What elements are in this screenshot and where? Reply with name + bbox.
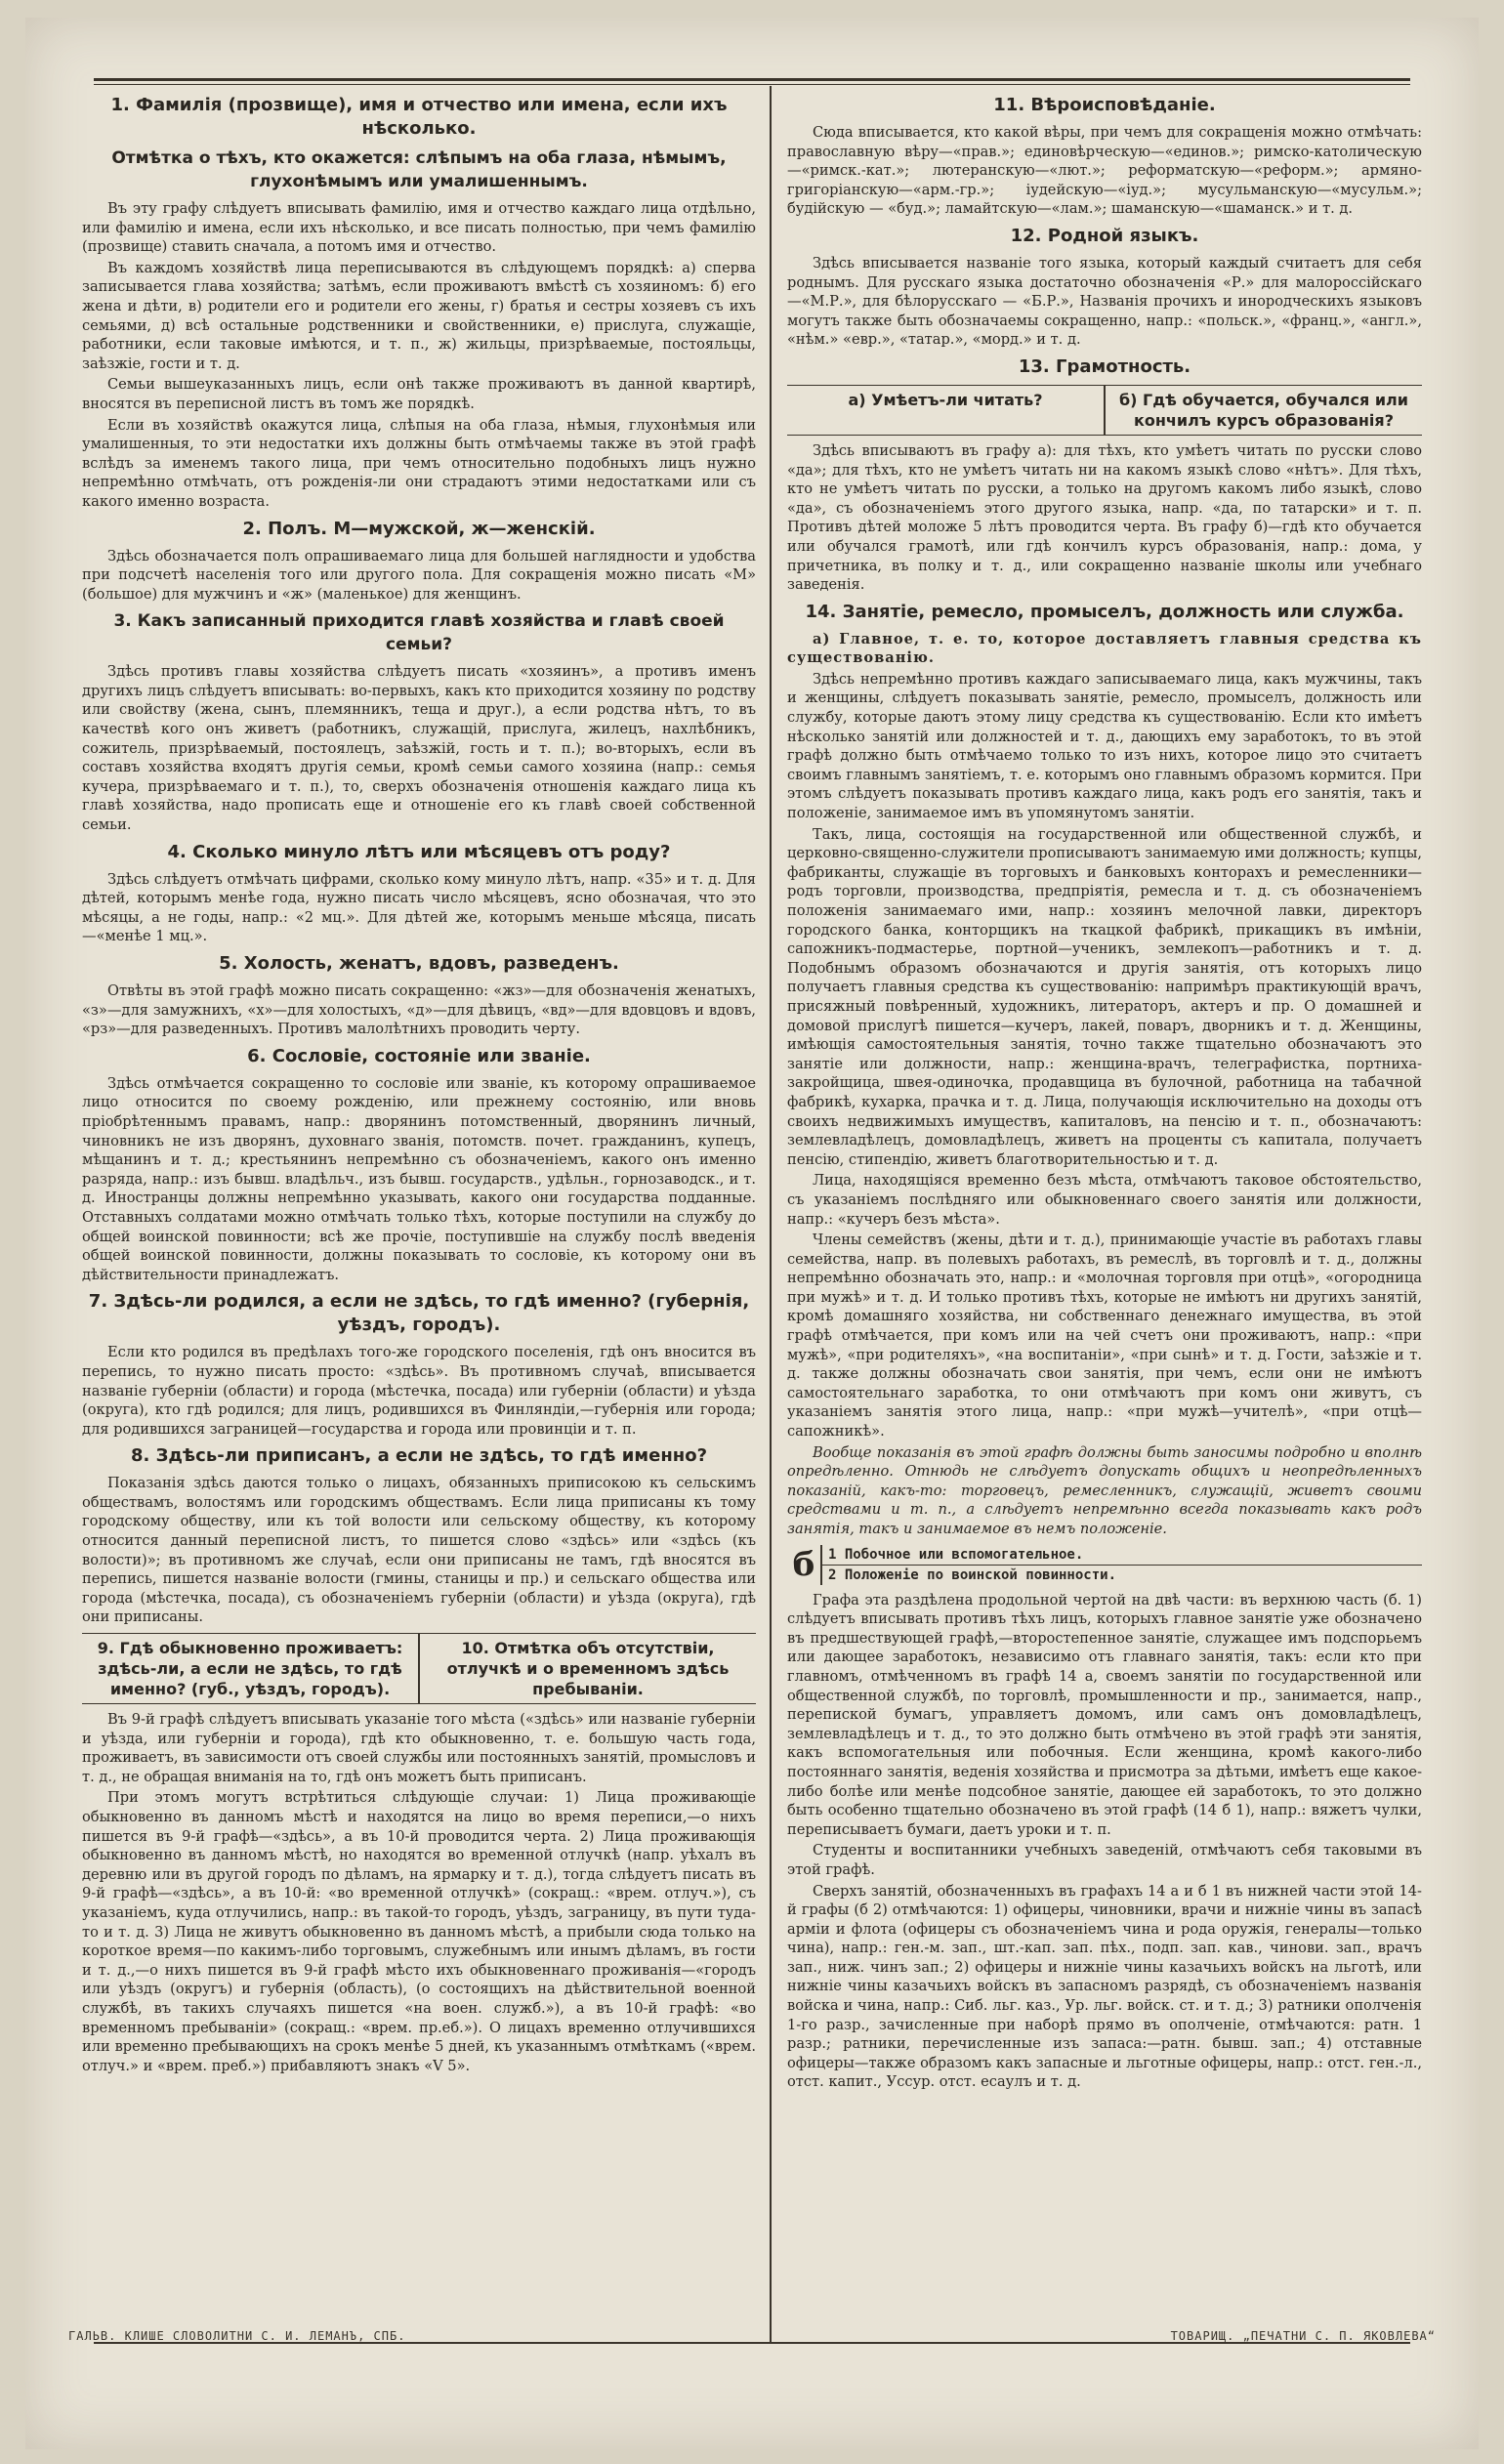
section-2-paragraph: Здѣсь обозначается полъ опрашиваемаго лица для большей наглядности и удобства при подсчетѣ населенія того или другого пола. Для сокращенія можно писать «М» (большое) для мужчинъ и «ж» (маленькое) для женщинъ.: [82, 547, 756, 603]
section-6-title: 6. Сословіе, состояніе или званіе.: [247, 1045, 591, 1066]
section-6-paragraph: Здѣсь отмѣчается сокращенно то сословіе или званіе, къ которому опрашиваемое лицо относится по своему рожденію, или прежнему состоянію, или вновь пріобрѣтеннымъ правамъ, напр.: дворянинъ потомственный, дворянинъ личный, чиновникъ не изъ дворянъ, духовнаго званія, потомств. почет. гражданинъ, купецъ, мѣщанинъ и т. д.; крестьянинъ непремѣнно съ обозначеніемъ, какого онъ именно разряда, напр.: изъ бывш. владѣльч., изъ бывш. государств., удѣльн., горнозаводск., и т. д. Иностранцы должны непремѣнно указывать, какого они государства подданные. Отставныхъ солдатами можно отмѣчать только тѣхъ, которые поступили на службу до общей воинской повинности; всѣ же прочіе, поступившіе на службу послѣ введенія общей воинской повинности, должны показывать то сословіе, къ которому они въ дѣйствительности принадлежатъ.: [82, 1074, 756, 1283]
section-10-title: 10. Отмѣтка объ отсутствіи, отлучкѣ и о временномъ здѣсь пребываніи.: [418, 1634, 756, 1703]
section-14b-paragraph: Сверхъ занятій, обозначенныхъ въ графахъ 14 а и б 1 въ нижней части этой 14-й графы (б 2) отмѣчаются: 1) офицеры, чиновники, врачи и нижніе чины въ запасѣ арміи и флота (офицеры съ обозначеніемъ чина и рода оружія, генералы—только чина), напр.: ген.-м. зап., шт.-кап. зап. пѣх., подп. зап. кав., чинови. зап., врачъ зап., ниж. чинъ зап.; 2) офицеры и нижніе чины казачьихъ войскъ на льготѣ, или нижніе чины казачьихъ войскъ въ запасномъ разрядѣ, съ обозначеніемъ названія войска и чина, напр.: Сиб. льг. каз., Ур. льг. войск. ст. и т. д.; 3) ратники ополченія 1-го разр., зачисленные при наборѣ прямо въ ополченіе, отмѣчаются: ратн. 1 разр.; ратники, перечисленные изъ запаса:—ратн. бывш. зап.; 4) отставные офицеры—также образомъ какъ запасные и льготные офицеры, напр.: отст. ген.-л., отст. капит., Уссур. отст. есаулъ и т. д.: [787, 1882, 1422, 2091]
section-13-title: 13. Грамотность.: [1018, 355, 1191, 377]
section-3-paragraph: Здѣсь противъ главы хозяйства слѣдуетъ писать «хозяинъ», а противъ именъ другихъ лицъ слѣдуетъ вписывать: во-первыхъ, какъ кто приходится хозяину по родству или свойству (жена, сынъ, племянникъ, теща и друг.), а если родства нѣтъ, то въ качествѣ кого онъ живетъ (работникъ, служащій, прислуга, жилецъ, нахлѣбникъ, сожитель, призрѣваемый, постоялецъ, заѣзжій, гость и т. п.); во-вторыхъ, если въ составъ хозяйства входятъ другія семьи, кромѣ семьи самого хозяина (напр.: семья кучера, призрѣваемаго и т. п.), то, сверхъ обозначенія отношенія каждаго лица къ главѣ хозяйства, надо прописать еще и отношеніе его къ главѣ своей собственной семьи.: [82, 663, 756, 834]
section-9-paragraph: При этомъ могутъ встрѣтиться слѣдующіе случаи: 1) Лица проживающіе обыкновенно въ данномъ мѣстѣ и находятся на лицо во время переписи,—о нихъ пишется въ 9-й графѣ—«здѣсь», а въ 10-й проводится черта. 2) Лица проживающія обыкновенно въ данномъ мѣстѣ, но находятся во временной отлучкѣ (напр. уѣхалъ въ деревню или въ другой городъ по дѣламъ, на ярмарку и т. д.), тогда слѣдуетъ писать въ 9-й графѣ—«здѣсь», а въ 10-й: «во временной отлучкѣ» (сокращ.: «врем. отлуч.»), съ указаніемъ, куда отлучились, напр.: въ такой-то городъ, уѣздъ, заграницу, въ пути туда-то и т. д. 3) Лица не живутъ обыкновенно въ данномъ мѣстѣ, а прибыли сюда только на короткое время—по какимъ-либо торговымъ, служебнымъ или инымъ дѣламъ, въ гости и т. д.,—о нихъ пишется въ 9-й графѣ мѣсто ихъ обыкновеннаго проживанія—«городъ или уѣздъ (округъ) и губернія (область), (о состоящихъ на дѣйствительной военной службѣ, въ такихъ случаяхъ пишется «на воен. служб.»), а въ 10-й графѣ: «во временномъ пребываніи» (сокращ.: «врем. пр.еб.»). О лицахъ временно отлучившихся или временно пребывающихъ на срокъ менѣе 5 дней, къ указаннымъ отмѣткамъ («врем. отлуч.» и «врем. преб.») прибавляютъ знакъ «V 5».: [82, 1789, 756, 2074]
section-1-paragraph: Если въ хозяйствѣ окажутся лица, слѣпыя на оба глаза, нѣмыя, глухонѣмыя или умалишенныя, то эти недостатки ихъ должны быть отмѣчаемы также въ этой графѣ вслѣдъ за именемъ такого лица, при чемъ относительно подобныхъ лицъ нужно непремѣнно отмѣчать, отъ рожденія-ли они страдаютъ этими недостатками или съ какого именно возраста.: [82, 416, 756, 510]
section-9-10-header: [82, 1633, 756, 1704]
top-rule-thin: [94, 84, 1410, 85]
column-divider: [770, 86, 772, 2344]
section-14-paragraph: Члены семействъ (жены, дѣти и т. д.), принимающіе участіе въ работахъ главы семейства, напр. въ полевыхъ работахъ, въ ремеслѣ, въ торговлѣ и т. д., должны непремѣнно обозначать это, напр.: и «молочная торговля при отцѣ», «огородница при мужѣ» и т. д. И только противъ тѣхъ, которые не имѣютъ ни другихъ занятій, кромѣ домашняго хозяйства, ни собственнаго денежнаго имущества, въ этой графѣ отмѣчается, при комъ или на чей счетъ они проживаютъ, напр.: «при мужѣ», «при родителяхъ», «на воспитаніи», «при сынѣ» и т. д. Гости, заѣзжіе и т. д. также должны обозначать свои занятія, при чемъ, если они не имѣютъ самостоятельнаго заработка, то они отмѣчаютъ при комъ они живутъ, съ указаніемъ занятія этого лица, напр.: «при мужѣ—учителѣ», «при отцѣ—сапожникѣ».: [787, 1232, 1422, 1441]
section-13-paragraph: Здѣсь вписываютъ въ графу а): для тѣхъ, кто умѣетъ читать по русски слово «да»; для тѣхъ, кто не умѣетъ читать ни на какомъ языкѣ слово «нѣтъ». Для тѣхъ, кто не умѣетъ читать по русски, а только на другомъ какомъ либо языкѣ, слово «да», съ обозначеніемъ этого другого языка, напр. «да, по татарски» и т. п. Противъ дѣтей моложе 5 лѣтъ проводится черта. Въ графу б)—гдѣ кто обучается или обучался грамотѣ, или гдѣ кончилъ курсъ образованія, напр.: дома, у причетника, въ полку и т. д., или сокращенно названіе школы или учебнаго заведенія.: [787, 441, 1422, 594]
section-14a-label: а) Главное, т. е. то, которое доставляетъ главныя средства къ существованію.: [787, 630, 1422, 667]
section-14b-paragraph: Графа эта раздѣлена продольной чертой на двѣ части: въ верхнюю часть (б. 1) слѣдуетъ вписывать противъ тѣхъ лицъ, которыхъ главное занятіе уже обозначено въ предшествующей графѣ,—второстепенное занятіе, служащее имъ подспорьемъ или дающее заработокъ, независимо отъ главнаго занятія, такъ: если кто при главномъ, отмѣченномъ въ графѣ 14 а, своемъ занятіи по государственной или общественной службѣ, по торговлѣ, промышленности и пр., занимается, напр., перепиской бумагъ, управляетъ домомъ, или самъ онъ домовладѣлецъ, землевладѣлецъ и т. д., то это должно быть отмѣчено въ этой графѣ эти занятія, какъ вспомогательныя или побочныя. Если женщина, кромѣ какого-либо постояннаго занятія, веденія хозяйства и присмотра за дѣтьми, имѣетъ еще какое-либо болѣе или менѣе подсобное занятіе, дающее ей заработокъ, то это должно быть особенно тщательно обозначено въ этой графѣ (14 б 1), напр.: вяжетъ чулки, переписываетъ бумаги, даетъ уроки и т. п.: [787, 1591, 1422, 1838]
section-5-paragraph: Отвѣты въ этой графѣ можно писать сокращенно: «жз»—для обозначенія женатыхъ, «з»—для замужнихъ, «х»—для холостыхъ, «д»—для дѣвицъ, «вд»—для вдовцовъ и вдовъ, «рз»—для разведенныхъ. Противъ малолѣтнихъ проводить черту.: [82, 982, 756, 1038]
section-4-title: 4. Сколько минуло лѣтъ или мѣсяцевъ отъ роду?: [167, 841, 671, 862]
section-14-paragraph: Здѣсь непремѣнно противъ каждаго записываемаго лица, какъ мужчины, такъ и женщины, слѣдуетъ показывать занятіе, ремесло, промыселъ, должность или службу, которые даютъ этому лицу средства къ существованію. Если кто имѣетъ нѣсколько занятій или должностей и т. д., дающихъ ему заработокъ, то въ этой графѣ должно быть отмѣчаемо только то изъ нихъ, которое лицо это считаетъ своимъ главнымъ занятіемъ, т. е. которымъ оно главнымъ образомъ кормится. При этомъ слѣдуетъ показывать противъ каждаго лица, какъ родъ его занятія, такъ и положеніе, занимаемое имъ въ упомянутомъ занятіи.: [787, 670, 1422, 822]
section-1-title: 1. Фамилія (прозвище), имя и отчество или имена, если ихъ нѣсколько.: [110, 95, 728, 139]
section-14-title: 14. Занятіе, ремесло, промыселъ, должность или служба.: [805, 601, 1404, 622]
printer-footer-right: ТОВАРИЩ. „ПЕЧАТНИ С. П. ЯКОВЛЕВА“: [1170, 2329, 1436, 2343]
section-13-columns: [787, 385, 1422, 436]
section-14b-letter: б: [792, 1545, 815, 1585]
section-7-paragraph: Если кто родился въ предѣлахъ того-же городского поселенія, гдѣ онъ вносится въ перепись, то нужно писать просто: «здѣсь». Въ противномъ случаѣ, вписывается названіе губерніи (области) и города (мѣстечка, посада) или губерніи (области) и уѣзда (округа), кто гдѣ родился; для лицъ, родившихся въ Финляндіи,—губернія или города; для родившихся заграницей—государства и города или провинціи и т. п.: [82, 1344, 756, 1438]
section-4-paragraph: Здѣсь слѣдуетъ отмѣчать цифрами, сколько кому минуло лѣтъ, напр. «35» и т. д. Для дѣтей, которымъ менѣе года, нужно писать число мѣсяцевъ, ясно обозначая, что это мѣсяцы, а не годы, напр.: «2 мц.». Для дѣтей же, которымъ меньше мѣсяца, писать—«менѣе 1 мц.».: [82, 870, 756, 945]
section-14-paragraph: Лица, находящіяся временно безъ мѣста, отмѣчаютъ таковое обстоятельство, съ указаніемъ послѣдняго или обыкновеннаго своего занятія или должности, напр.: «кучеръ безъ мѣста».: [787, 1172, 1422, 1228]
section-1-paragraph: Въ каждомъ хозяйствѣ лица переписываются въ слѣдующемъ порядкѣ: а) сперва записывается глава хозяйства; затѣмъ, если проживаютъ вмѣстѣ съ хозяиномъ: б) его жена и дѣти, в) родители его и родители его жены, г) братья и сестры хозяевъ съ ихъ семьями, д) всѣ остальные родственники и свойственники, е) прислуга, служащіе, работники, если таковые имѣются, и т. п., ж) жильцы, призрѣваемые, постояльцы, заѣзжіе, гости и т. д.: [82, 259, 756, 372]
section-14-paragraph: Вообще показанія въ этой графѣ должны быть заносимы подробно и вполнѣ опредѣленно. Отнюдь не слѣдуетъ допускать общихъ и неопредѣленныхъ показаній, какъ-то: торговецъ, ремесленникъ, служащій, живетъ своими средствами и т. п., а слѣдуетъ непремѣнно всегда показывать какъ родъ занятія, такъ и занимаемое въ немъ положеніе.: [787, 1443, 1422, 1537]
section-14b-header: [787, 1545, 1422, 1585]
top-rule: [94, 78, 1410, 81]
section-12-title: 12. Родной языкъ.: [1010, 225, 1199, 246]
section-11-paragraph: Сюда вписывается, кто какой вѣры, при чемъ для сокращенія можно отмѣчать: православную вѣру—«прав.»; единовѣрческую—«единов.»; римско-католическую—«римск.-кат.»; лютеранскую—«лют.»; реформатскую—«реформ.»; армяно-григоріанскую—«арм.-гр.»; іудейскую—«іуд.»; мусульманскую—«мусульм.»; будійскую — «буд.»; ламайтскую—«лам.»; шаманскую—«шаманск.» и т. д.: [787, 124, 1422, 218]
section-14b2-label: 2 Положеніе по воинской повинности.: [822, 1565, 1422, 1585]
section-5-title: 5. Холость, женатъ, вдовъ, разведенъ.: [219, 953, 619, 974]
right-column: [787, 88, 1422, 2324]
section-8-paragraph: Показанія здѣсь даются только о лицахъ, обязанныхъ приписокою къ сельскимъ обществамъ, волостямъ или городскимъ обществамъ. Если лица приписаны къ тому городскому обществу, или къ той волости или сельскому обществу, къ которому относится данный переписной листъ, то пишется слово «здѣсь» или «здѣсь (къ волости)»; въ противномъ же случаѣ, если они приписаны не тамъ, гдѣ вносятся въ перепись, пишется названіе волости (гмины, станицы и пр.) и сельскаго общества или города (мѣстечка, посада), съ обозначеніемъ губерніи (области) и уѣзда (округа), гдѣ они приписаны.: [82, 1475, 756, 1626]
section-9-title: 9. Гдѣ обыкновенно проживаетъ: здѣсь-ли, а если не здѣсь, то гдѣ именно? (губ., уѣздъ, городъ).: [97, 1639, 403, 1699]
section-9-paragraph: Въ 9-й графѣ слѣдуетъ вписывать указаніе того мѣста («здѣсь» или названіе губерніи и уѣзда, или губерніи и города), гдѣ кто обыкновенно, т. е. большую часть года, проживаетъ, въ зависимости отъ своей службы или постоянныхъ занятій, промысловъ и т. д., не обращая вниманія на то, гдѣ онъ можетъ быть приписанъ.: [82, 1711, 756, 1785]
section-2-title: 2. Полъ. М—мужской, ж—женскій.: [242, 518, 596, 539]
section-12-paragraph: Здѣсь вписывается названіе того языка, который каждый считаетъ для себя роднымъ. Для русскаго языка достаточно обозначенія «Р.» для малороссійскаго—«М.Р.», для бѣлорусскаго — «Б.Р.», Названія прочихъ и инородческихъ языковъ могутъ также быть обозначаемы сокращенно, напр.: «польск.», «франц.», «англ.», «нѣм.» «евр.», «татар.», «морд.» и т. д.: [787, 254, 1422, 349]
left-column: [82, 88, 756, 2324]
section-1-paragraph: Семьи вышеуказанныхъ лицъ, если онѣ также проживаютъ въ данной квартирѣ, вносятся въ переписной листъ въ томъ же порядкѣ.: [82, 376, 756, 412]
section-14b-paragraph: Студенты и воспитанники учебныхъ заведеній, отмѣчаютъ себя таковыми въ этой графѣ.: [787, 1842, 1422, 1878]
section-13b-label: б) Гдѣ обучается, обучался или кончилъ курсъ образованія?: [1104, 386, 1422, 435]
section-13a-label: а) Умѣетъ-ли читать?: [848, 390, 1043, 409]
printer-footer-left: ГАЛЬВ. КЛИШЕ СЛОВОЛИТНИ С. И. ЛЕМАНЪ, СПБ.: [68, 2329, 406, 2343]
section-1-subtitle: Отмѣтка о тѣхъ, кто окажется: слѣпымъ на оба глаза, нѣмымъ, глухонѣмымъ или умалишеннымъ.: [111, 148, 727, 191]
section-14-paragraph: Такъ, лица, состоящія на государственной или общественной службѣ, и церковно-священно-служители прописываютъ занимаемую ими должность; купцы, фабриканты, служащіе въ торговыхъ и банковыхъ конторахъ и ремесленники—родъ торговли, производства, предпріятія, ремесла и т. д. съ обозначеніемъ положенія занимаемаго ими, напр.: хозяинъ мелочной лавки, директоръ городского банка, конторщикъ на ткацкой фабрикѣ, прикащикъ въ имѣніи, сапожникъ-подмастерье, портной—ученикъ, землекопъ—работникъ и т. д. Подобнымъ образомъ обозначаются и другія занятія, отъ которыхъ лицо получаетъ главныя средства къ существованію: напримѣръ практикующій врачъ, присяжный повѣренный, художникъ, литераторъ, актеръ и пр. О домашней и домовой прислугѣ пишется—кучеръ, лакей, поваръ, дворникъ и т. д. Женщины, имѣющія самостоятельныя занятія, точно также тщательно обозначаютъ это занятіе или должности, напр.: женщина-врачъ, телеграфистка, портниха-закройщица, швея-одиночка, продавщица въ булочной, работница на табачной фабрикѣ, кухарка, прачка и т. д. Лица, получающія исключительно на доходы отъ своихъ недвижимыхъ имуществъ, капиталовъ, на пенсію и т. п., обозначаютъ: землевладѣлецъ, домовладѣлецъ, живетъ на проценты съ капитала, получаетъ пенсію, стипендію, живетъ благотворительностью и т. д.: [787, 825, 1422, 1168]
section-3-title: 3. Какъ записанный приходится главѣ хозяйства и главѣ своей семьи?: [113, 611, 725, 655]
section-8-title: 8. Здѣсь-ли приписанъ, а если не здѣсь, то гдѣ именно?: [130, 1445, 708, 1467]
section-14b1-label: 1 Побочное или вспомогательное.: [828, 1546, 1084, 1563]
section-11-title: 11. Вѣроисповѣданіе.: [993, 95, 1216, 115]
section-1-paragraph: Въ эту графу слѣдуетъ вписывать фамилію, имя и отчество каждаго лица отдѣльно, или фамилію и имена, если ихъ нѣсколько, и все писать полностью, при чемъ фамилію (прозвище) ставить сначала, а потомъ имя и отчество.: [82, 200, 756, 256]
section-7-title: 7. Здѣсь-ли родился, а если не здѣсь, то гдѣ именно? (губернія, уѣздъ, городъ).: [88, 1291, 750, 1336]
